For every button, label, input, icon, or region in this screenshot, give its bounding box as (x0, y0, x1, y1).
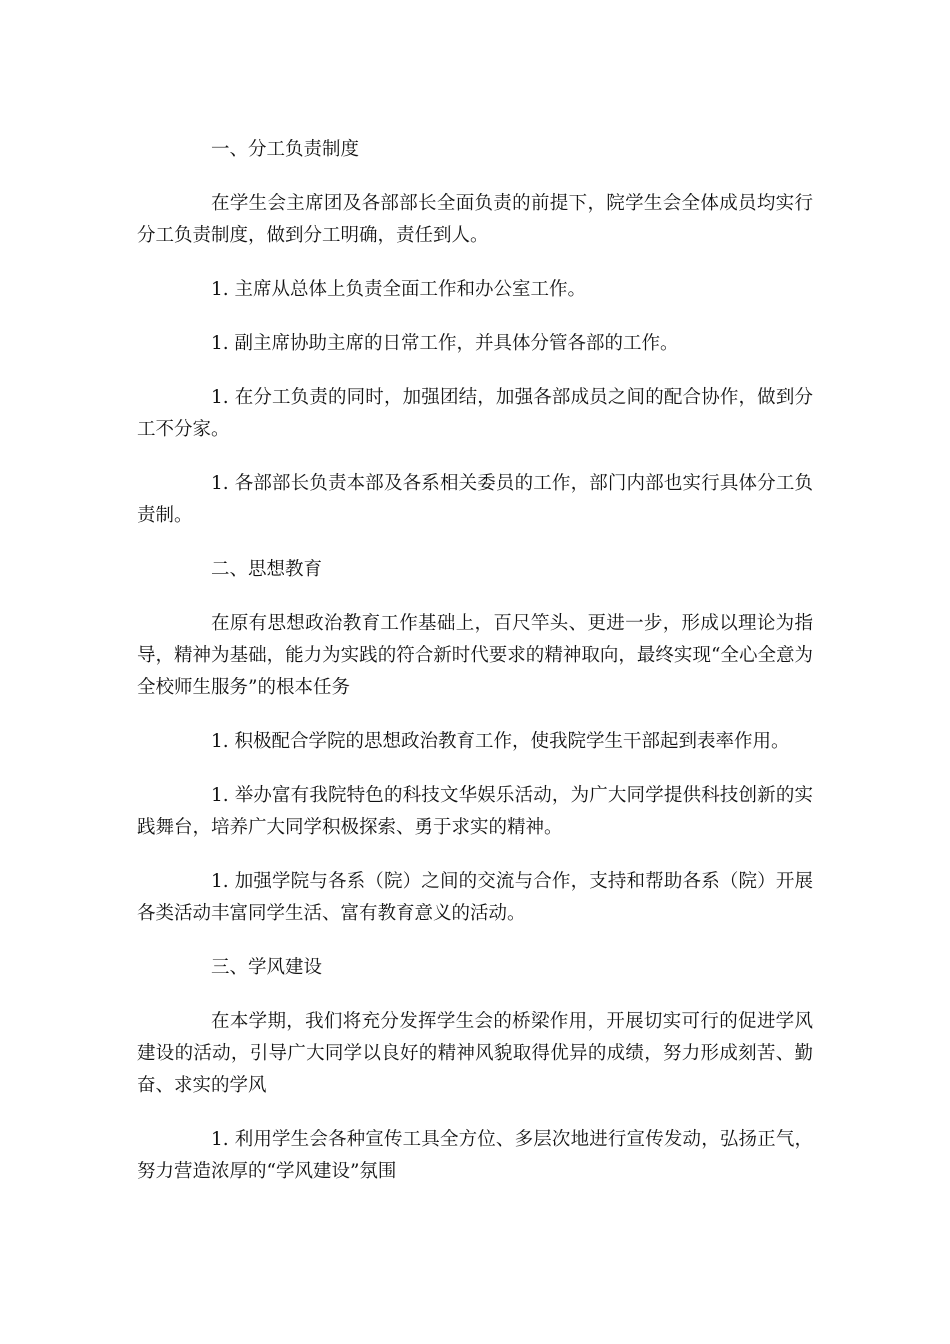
section-heading-2: 二、思想教育 (211, 559, 323, 580)
paragraph: 在原有思想政治教育工作基础上，百尺竿头、更进一步，形成以理论为指导，精神为基础，能力为实践的符合新时代要求的精神取向，最终实现“全心全意为全校师生服务”的根本任务 (137, 613, 813, 698)
section-heading-1: 一、分工负责制度 (211, 139, 360, 160)
list-item: 1. 主席从总体上负责全面工作和办公室工作。 (211, 279, 587, 300)
list-item: 1. 在分工负责的同时，加强团结，加强各部成员之间的配合协作，做到分工不分家。 (137, 387, 813, 440)
section-heading-3: 三、学风建设 (211, 957, 323, 978)
paragraph: 在本学期，我们将充分发挥学生会的桥梁作用，开展切实可行的促进学风建设的活动，引导广大同学以良好的精神风貌取得优异的成绩，努力形成刻苦、勤奋、求实的学风 (137, 1011, 813, 1096)
document-body (137, 134, 813, 1210)
list-item: 1. 加强学院与各系（院）之间的交流与合作，支持和帮助各系（院）开展各类活动丰富同学生活、富有教育意义的活动。 (137, 871, 813, 924)
list-item: 1. 副主席协助主席的日常工作，并具体分管各部的工作。 (211, 333, 679, 354)
list-item: 1. 积极配合学院的思想政治教育工作，使我院学生干部起到表率作用。 (211, 731, 790, 752)
list-item: 1. 各部部长负责本部及各系相关委员的工作，部门内部也实行具体分工负责制。 (137, 473, 813, 526)
list-item: 1. 举办富有我院特色的科技文华娱乐活动，为广大同学提供科技创新的实践舞台，培养广大同学积极探索、勇于求实的精神。 (137, 785, 813, 838)
paragraph: 在学生会主席团及各部部长全面负责的前提下，院学生会全体成员均实行分工负责制度，做到分工明确，责任到人。 (137, 193, 813, 246)
list-item: 1. 利用学生会各种宣传工具全方位、多层次地进行宣传发动，弘扬正气，努力营造浓厚的“学风建设”氛围 (137, 1129, 813, 1182)
